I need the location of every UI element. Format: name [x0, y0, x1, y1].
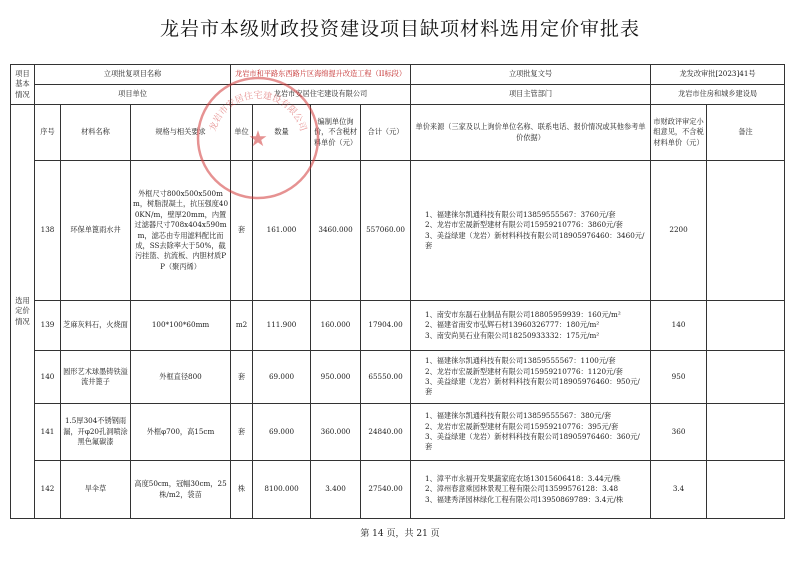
table-row: [11, 301, 785, 351]
row-approved: 140: [651, 301, 707, 351]
row-spec: 外框直径800: [131, 351, 231, 404]
row-remark: [707, 161, 785, 301]
row-unit-price: 3460.000: [311, 161, 361, 301]
row-no: 141: [35, 404, 61, 461]
row-source: 1、福建徕尔凯通科技有限公司13859555567：3760元/套 2、龙岩市宏晟新型建材有限公司15959210776：3860元/套 3、美益绿建（龙岩）新材料科技有限公司18905976460：3460元/套: [411, 161, 651, 301]
project-unit-label: 项目单位: [35, 85, 231, 105]
row-no: 142: [35, 461, 61, 519]
row-total: 65550.00: [361, 351, 411, 404]
header-unit-price: 编制单位询价，不含税材料单价（元）: [311, 105, 361, 161]
table-row: [11, 161, 785, 301]
row-unit: 套: [231, 351, 253, 404]
row-remark: [707, 461, 785, 519]
row-total: 27540.00: [361, 461, 411, 519]
row-total: 24840.00: [361, 404, 411, 461]
row-name: 1.5厚304不锈钢雨漏，开φ20孔洞喷涂黑色氟碳漆: [61, 404, 131, 461]
row-source: 1、南安市东磊石业制品有限公司18805959939：160元/m² 2、福建省南安市弘辉石材13960326777：180元/m² 3、南安尚昊石业有限公司18250933332：175元/m²: [411, 301, 651, 351]
header-approved: 市财政评审定小组意见，不含税材料单价（元）: [651, 105, 707, 161]
header-remark: 备注: [707, 105, 785, 161]
project-unit-value: 龙岩市安居住宅建设有限公司: [231, 85, 411, 105]
row-name: 旱伞草: [61, 461, 131, 519]
project-name-row: [11, 65, 785, 85]
row-qty: 111.900: [253, 301, 311, 351]
authority-value: 龙岩市住房和城乡建设局: [651, 85, 785, 105]
row-source: 1、福建徕尔凯通科技有限公司13859555567：380元/套 2、龙岩市宏晟新型建材有限公司15959210776：395元/套 3、美益绿建（龙岩）新材料科技有限公司18905976460：360元/套: [411, 404, 651, 461]
header-name: 材料名称: [61, 105, 131, 161]
row-no: 140: [35, 351, 61, 404]
row-source: 1、漳平市永福开发果蔬家庭农场13015606418：3.44元/株 2、漳州春意乘园林景观工程有限公司13599576128：3.48 3、福建秀泽园林绿化工程有限公司13950869789：3.4元/株: [411, 461, 651, 519]
approval-table: [10, 64, 785, 519]
seal-text: 龙岩市安居住宅建设有限公司: [208, 90, 308, 133]
row-qty: 8100.000: [253, 461, 311, 519]
row-total: 557060.00: [361, 161, 411, 301]
page-title: 龙岩市本级财政投资建设项目缺项材料选用定价审批表: [159, 18, 640, 40]
row-unit: 套: [231, 161, 253, 301]
row-qty: 161.000: [253, 161, 311, 301]
row-unit-price: 950.000: [311, 351, 361, 404]
row-spec: 高度50cm，冠幅30cm，25株/m2，袋苗: [131, 461, 231, 519]
row-name: 芝麻灰料石，火烧面: [61, 301, 131, 351]
project-unit-row: [11, 85, 785, 105]
header-no: 序号: [35, 105, 61, 161]
row-qty: 69.000: [253, 351, 311, 404]
row-total: 17904.00: [361, 301, 411, 351]
approval-doc-value: 龙发改审批[2023]41号: [651, 65, 785, 85]
row-approved: 2200: [651, 161, 707, 301]
table-header-row: [11, 105, 785, 161]
row-approved: 360: [651, 404, 707, 461]
project-info-section-label: 项目 基本 情况: [11, 65, 35, 105]
approval-doc-label: 立项批复文号: [411, 65, 651, 85]
table-row: [11, 461, 785, 519]
row-source: 1、福建徕尔凯通科技有限公司13859555567：1100元/套 2、龙岩市宏晟新型建材有限公司15959210776：1120元/套 3、美益绿建（龙岩）新材料科技有限公司18905976460：950元/套: [411, 351, 651, 404]
row-spec: 100*100*60mm: [131, 301, 231, 351]
pricing-section-label: 选用 定价 情况: [11, 105, 35, 519]
table-row: [11, 404, 785, 461]
row-spec: 外框φ700，高15cm: [131, 404, 231, 461]
header-spec: 规格与相关要求: [131, 105, 231, 161]
project-name-value: 龙岩市和平路东西路片区海绵提升改造工程（II标段）: [231, 65, 411, 85]
row-unit-price: 360.000: [311, 404, 361, 461]
table-row: [11, 351, 785, 404]
row-unit-price: 3.400: [311, 461, 361, 519]
row-approved: 950: [651, 351, 707, 404]
header-total: 合计（元）: [361, 105, 411, 161]
row-unit-price: 160.000: [311, 301, 361, 351]
row-remark: [707, 301, 785, 351]
page-footer: 第 14 页，共 21 页: [360, 529, 440, 539]
authority-label: 项目主管部门: [411, 85, 651, 105]
project-name-label: 立项批复项目名称: [35, 65, 231, 85]
row-remark: [707, 404, 785, 461]
row-unit: m2: [231, 301, 253, 351]
row-approved: 3.4: [651, 461, 707, 519]
row-spec: 外框尺寸800x500x500mm，树脂混凝土，抗压强度400KN/m，壁厚20mm，内置过滤器尺寸708x404x590mm，滤芯由专用滤料配比而成，SS去除率大于50%，截污挂篮、抗流板、内胆材质PP（聚丙烯）: [131, 161, 231, 301]
header-unit: 单位: [231, 105, 253, 161]
seal-star-icon: ★: [248, 127, 268, 152]
row-unit: 套: [231, 404, 253, 461]
row-qty: 69.000: [253, 404, 311, 461]
row-no: 139: [35, 301, 61, 351]
header-qty: 数量: [253, 105, 311, 161]
row-no: 138: [35, 161, 61, 301]
row-unit: 株: [231, 461, 253, 519]
row-remark: [707, 351, 785, 404]
row-name: 圆形艺术球墨铸铁溢流井篦子: [61, 351, 131, 404]
row-name: 环保单篦雨水井: [61, 161, 131, 301]
header-source: 单价来源（三家及以上询价单位名称、联系电话、报价情况或其他参考单价依据）: [411, 105, 651, 161]
